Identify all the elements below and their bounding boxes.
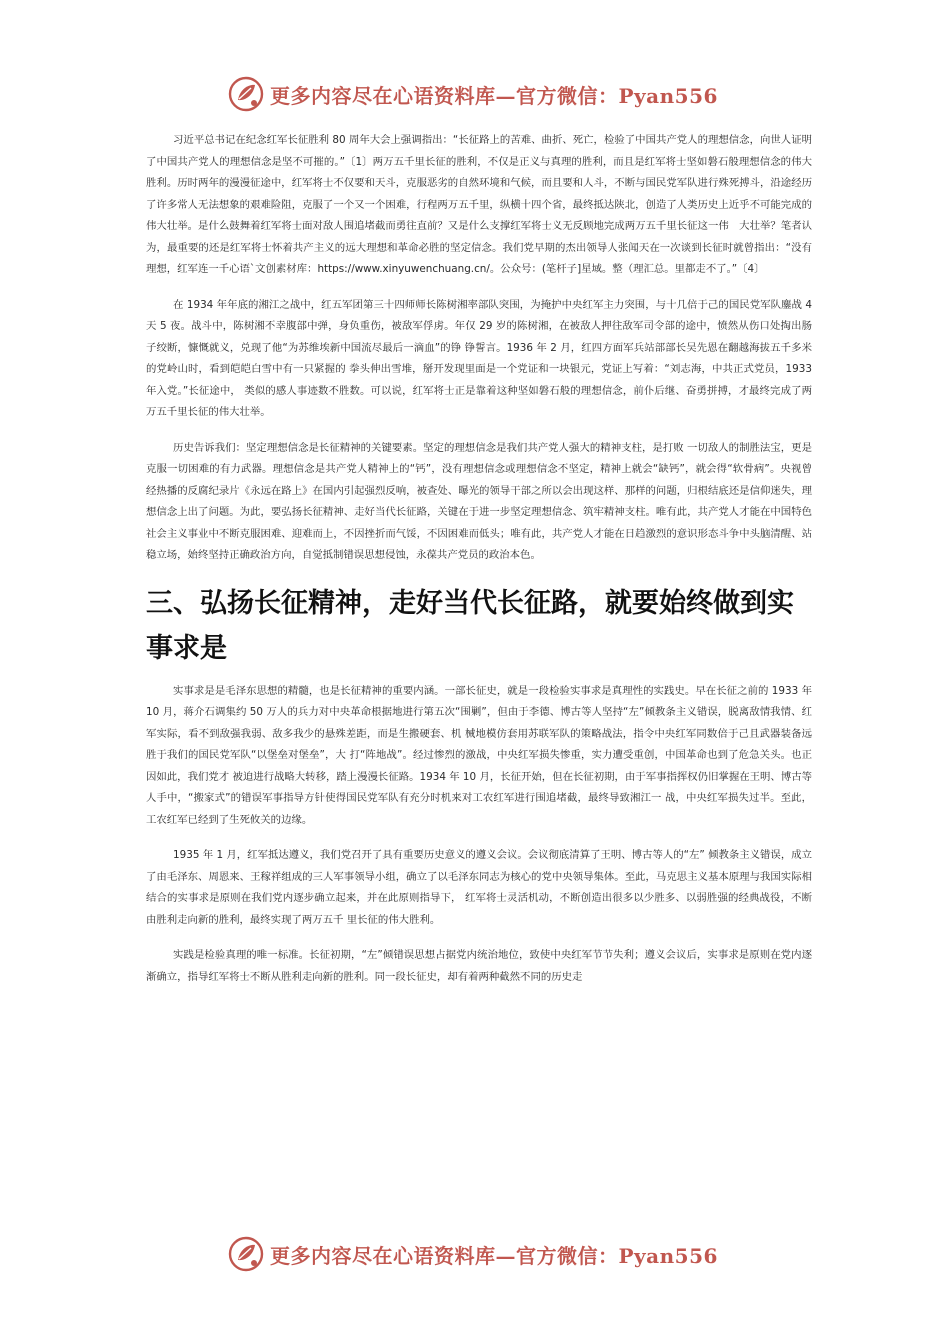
document-body xyxy=(146,130,812,1002)
section-heading: 三、弘扬长征精神，走好当代长征路，就要始终做到实事求是 xyxy=(146,587,794,664)
paragraph-2: 在 1934 年年底的湘江之战中，红五军团第三十四师师长陈树湘率部队突围，为掩护中央红军主力突围，与十几倍于己的国民党军队鏖战 4 天 5 夜。战斗中，陈树湘不幸腹部中弹，身负重伤，被敌军俘虏。年仅 29 岁的陈树湘，在被敌人押往敌军司令部的途中，愤然从伤口处掏出肠子绞断，慷慨就义，兑现了他“为苏维埃新中国流尽最后一滴血”的铮 铮誓言。1936 年 2 月，红四方面军兵站部部长吴先恩在翻越海拔五千多米的党岭山时，看到皑皑白雪中有一只紧握的 拳头伸出雪堆，掰开发现里面是一个党证和一块银元，党证上写着：“刘志海，中共正式党员，1933 年入党。”长征途中， 类似的感人事迹数不胜数。可以说，红军将士正是靠着这种坚如磐石般的理想信念，前仆后继、奋勇拼搏，才最终完成了两万五千里长征的伟大壮举。 xyxy=(146,298,812,418)
paragraph-3: 历史告诉我们：坚定理想信念是长征精神的关键要素。坚定的理想信念是我们共产党人强大的精神支柱，是打败 一切敌人的制胜法宝，更是克服一切困难的有力武器。理想信念是共产党人精神上的“钙”，没有理想信念或理想信念不坚定，精神上就会“缺钙”，就会得“软骨病”。央视曾经热播的反腐纪录片《永远在路上》在国内引起强烈反响，被查处、曝光的领导干部之所以会出现这样、那样的问题，归根结底还是信仰迷失，理想信念上出了问题。为此，要弘扬长征精神、走好当代长征路，关键在于进一步坚定理想信念、筑牢精神支柱。唯有此，共产党人才能在中国特色社会主义事业中不断克服困难、迎难而上，不因挫折而气馁，不因困难而低头；唯有此，共产党人才能在日趋激烈的意识形态斗争中头脑清醒、站稳立场，始终坚持正确政治方向，自觉抵制错误思想侵蚀，永葆共产党员的政治本色。 xyxy=(146,441,812,561)
paragraph-6: 实践是检验真理的唯一标准。长征初期，“左”倾错误思想占据党内统治地位，致使中央红军节节失利；遵义会议后，实事求是原则在党内逐渐确立，指导红军将士不断从胜利走向新的胜利。同一段长征史，却有着两种截然不同的历史走 xyxy=(146,949,812,983)
banner-text: 更多内容尽在心语资料库—官方微信：Pyan556 xyxy=(270,83,718,108)
paragraph-4: 实事求是是毛泽东思想的精髓，也是长征精神的重要内涵。一部长征史，就是一段检验实事求是真理性的实践史。早在长征之前的 1933 年 10 月，蒋介石调集约 50 万人的兵力对中央革命根据地进行第五次“围剿”，但由于李德、博古等人坚持“左”倾教条主义错误，脱离敌情我情、红军实际，看不到敌强我弱、敌多我少的悬殊差距，而是生搬硬套、机 械地模仿套用苏联军队的策略战法，指令中央红军同数倍于己且武器装备远胜于我们的国民党军队“以堡垒对堡垒”，大 打“阵地战”。经过惨烈的激战，中央红军损失惨重，实力遭受重创，中国革命也到了危急关头。也正因如此，我们党才 被迫进行战略大转移，踏上漫漫长征路。1934 年 10 月，长征开始，但在长征初期，由于军事指挥权仍旧掌握在王明、博古等人手中，“搬家式”的错误军事指导方针使得国民党军队有充分时机来对工农红军进行围追堵截，最终导致湘江一 战，中央红军损失过半。至此，工农红军已经到了生死攸关的边缘。 xyxy=(146,684,812,826)
header-banner xyxy=(228,74,748,114)
leaf-badge-icon xyxy=(228,1236,264,1272)
footer-banner xyxy=(228,1234,748,1274)
banner-text: 更多内容尽在心语资料库—官方微信：Pyan556 xyxy=(270,1243,718,1268)
leaf-badge-icon xyxy=(228,76,264,112)
paragraph-5: 1935 年 1 月，红军抵达遵义，我们党召开了具有重要历史意义的遵义会议。会议彻底清算了王明、博古等人的“左” 倾教条主义错误，成立了由毛泽东、周恩来、王稼祥组成的三人军事领导小组，确立了以毛泽东同志为核心的党中央领导集体。至此，马克思主义基本原理与我国实际相结合的实事求是原则在我们党内逐步确立起来，并在此原则指导下， 红军将士灵活机动，不断创造出很多以少胜多、以弱胜强的经典战役，不断由胜利走向新的胜利，最终实现了两万五千 里长征的伟大胜利。 xyxy=(146,849,812,926)
paragraph-1: 习近平总书记在纪念红军长征胜利 80 周年大会上强调指出：“长征路上的苦难、曲折、死亡，检验了中国共产党人的理想信念，向世人证明了中国共产党人的理想信念是坚不可摧的。”〔1〕两万五千里长征的胜利，不仅是正义与真理的胜利，而且是红军将士坚如磐石般理想信念的伟大胜利。历时两年的漫漫征途中，红军将士不仅要和天斗，克服恶劣的自然环境和气候，而且要和人斗，不断与国民党军队进行殊死搏斗，沿途经历了许多常人无法想象的艰难险阻，克服了一个又一个困难，行程两万五千里，纵横十四个省，最终抵达陕北，创造了人类历史上近乎不可能完成的伟大壮举。是什么鼓舞着红军将士面对敌人围追堵截而勇往直前？又是什么支撑红军将士义无反顾地完成两万五千里长征这一伟 大壮举？笔者认为，最重要的还是红军将士怀着共产主义的远大理想和革命必胜的坚定信念。我们党早期的杰出领导人张闻天在一次谈到长征时就曾指出：“没有理想，红军连一千心语`文创素材库：https://www.xinyuwenchuang.cn/。公众号：(笔杆子]星域。整（理汇总。里都走不了。”〔4〕 xyxy=(146,134,812,275)
